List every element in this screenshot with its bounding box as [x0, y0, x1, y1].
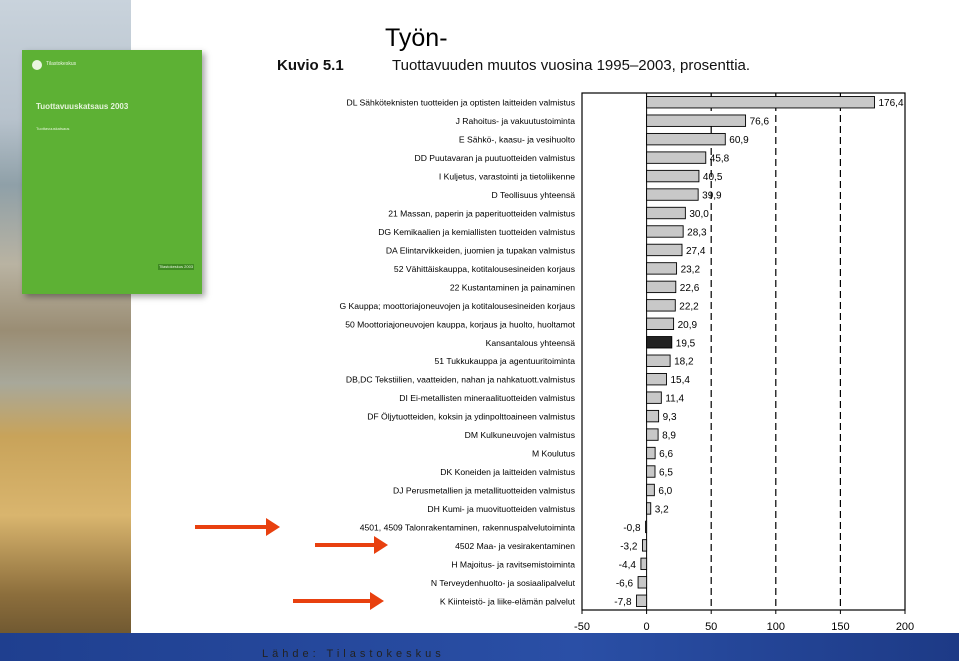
category-label: DD Puutavaran ja puutuotteiden valmistus [414, 153, 575, 164]
bar [647, 392, 662, 403]
bar [647, 300, 676, 311]
bar [647, 410, 659, 421]
category-label: 21 Massan, paperin ja paperituotteiden valmistus [388, 208, 575, 219]
category-label: Kansantalous yhteensä [485, 337, 575, 348]
value-label: -0,8 [623, 522, 641, 534]
category-label: DK Koneiden ja laitteiden valmistus [440, 467, 575, 478]
value-label: 30,0 [689, 209, 709, 221]
book-title: Tuottavuuskatsaus 2003 [36, 102, 129, 111]
x-tick-label: 150 [831, 621, 850, 633]
value-label: 18,2 [674, 356, 694, 368]
value-label: 15,4 [670, 375, 690, 387]
category-label: M Koulutus [532, 448, 575, 459]
category-label: DH Kumi- ja muovituotteiden valmistus [427, 503, 575, 514]
category-label: DL Sähköteknisten tuotteiden ja optisten laitteiden valmistus [346, 97, 575, 108]
value-label: -6,6 [615, 578, 634, 590]
bar [647, 152, 706, 163]
value-label: 20,9 [677, 319, 698, 331]
bar [647, 244, 682, 255]
category-label: DB,DC Tekstiilien, vaatteiden, nahan ja nahkatuott.valmistus [345, 374, 575, 385]
value-label: 40,5 [702, 172, 723, 184]
bar [647, 133, 726, 144]
x-tick-label: 200 [895, 621, 915, 633]
category-label: DM Kulkuneuvojen valmistus [464, 430, 575, 441]
value-label: 8,9 [662, 430, 677, 442]
value-label: 6,6 [659, 449, 674, 461]
value-label: 39,9 [702, 190, 722, 202]
bar [647, 373, 667, 384]
bar [637, 595, 647, 606]
bar [647, 263, 677, 274]
bar [647, 484, 655, 495]
value-label: 60,9 [729, 135, 749, 147]
book-tag: Tilastokeskus 2003 [158, 264, 194, 269]
category-label: DJ Perusmetallien ja metallituotteiden valmistus [393, 485, 575, 496]
bar [647, 355, 671, 366]
bar [647, 281, 676, 292]
pointer-arrow-icon [195, 525, 268, 529]
value-label: 45,8 [709, 153, 730, 165]
bar [647, 170, 699, 181]
book-logo-text: Tilastokeskus [46, 61, 77, 67]
bar [647, 429, 658, 440]
category-label: 50 Moottoriajoneuvojen kauppa, korjaus ja huolto, huoltamot [345, 319, 575, 330]
category-label: N Terveydenhuolto- ja sosiaalipalvelut [430, 577, 575, 588]
bar [647, 226, 684, 237]
category-label: 22 Kustantaminen ja painaminen [449, 282, 575, 293]
value-label: 176,4 [878, 98, 904, 110]
value-label: 23,2 [680, 264, 701, 276]
category-label: 51 Tukkukauppa ja agentuuritoiminta [434, 356, 575, 367]
category-label: DI Ei-metallisten mineraalituotteiden valmistus [399, 393, 575, 404]
value-label: 11,4 [665, 393, 685, 405]
bar [642, 540, 646, 551]
value-label: 3,2 [654, 504, 669, 516]
figure-caption: Tuottavuuden muutos vuosina 1995–2003, prosenttia. [392, 57, 751, 74]
category-label: DF Öljytuotteiden, koksin ja ydinpolttoaineen valmistus [367, 411, 575, 422]
value-label: -4,4 [618, 559, 636, 571]
slide-heading: Työn- [385, 24, 448, 52]
category-label: H Majoitus- ja ravitsemistoiminta [451, 559, 575, 570]
category-label: I Kuljetus, varastointi ja tietoliikenne [438, 171, 575, 182]
value-label: 76,6 [749, 116, 770, 128]
category-label: D Teollisuus yhteensä [491, 190, 575, 201]
value-label: 19,5 [675, 338, 696, 350]
value-label: 22,2 [679, 301, 699, 313]
category-label: K Kiinteistö- ja liike-elämän palvelut [439, 596, 575, 607]
value-label: 28,3 [687, 227, 707, 239]
value-label: 6,5 [658, 467, 673, 479]
x-tick-label: -50 [574, 621, 590, 633]
value-label: 9,3 [662, 412, 677, 424]
bar [647, 466, 655, 477]
bar [647, 189, 699, 200]
bar [638, 577, 647, 588]
bar [641, 558, 647, 569]
category-label: 52 Vähittäiskauppa, kotitalousesineiden korjaus [393, 263, 575, 274]
book-subtitle: Tuottavuuskatsaus [36, 126, 70, 131]
category-label: DG Kemikaalien ja kemiallisten tuotteiden valmistus [378, 226, 575, 237]
bar [647, 207, 686, 218]
bar [647, 115, 746, 126]
x-tick-label: 50 [705, 621, 718, 633]
source-text: Lähde: Tilastokeskus [262, 648, 445, 660]
value-label: -7,8 [614, 596, 632, 608]
x-tick-label: 0 [643, 621, 650, 633]
bar [646, 521, 647, 532]
category-label: 4502 Maa- ja vesirakentaminen [455, 540, 575, 551]
category-label: E Sähkö-, kaasu- ja vesihuolto [458, 134, 575, 145]
bar [647, 318, 674, 329]
value-label: 27,4 [686, 245, 706, 257]
value-label: 22,6 [679, 282, 700, 294]
bar [647, 503, 651, 514]
value-label: 6,0 [658, 485, 673, 497]
category-label: 4501, 4509 Talonrakentaminen, rakennuspalvelutoiminta [359, 522, 575, 533]
pointer-arrow-icon [315, 543, 376, 547]
bar [647, 337, 672, 348]
pointer-arrow-icon [293, 599, 372, 603]
bar [647, 97, 875, 108]
category-label: DA Elintarvikkeiden, juomien ja tupakan valmistus [385, 245, 575, 256]
category-label: J Rahoitus- ja vakuutustoiminta [455, 116, 575, 127]
figure-label: Kuvio 5.1 [277, 57, 344, 74]
category-label: G Kauppa; moottoriajoneuvojen ja kotitalousesineiden korjaus [339, 300, 575, 311]
value-label: -3,2 [620, 541, 638, 553]
x-tick-label: 100 [766, 621, 785, 633]
bar [647, 447, 656, 458]
